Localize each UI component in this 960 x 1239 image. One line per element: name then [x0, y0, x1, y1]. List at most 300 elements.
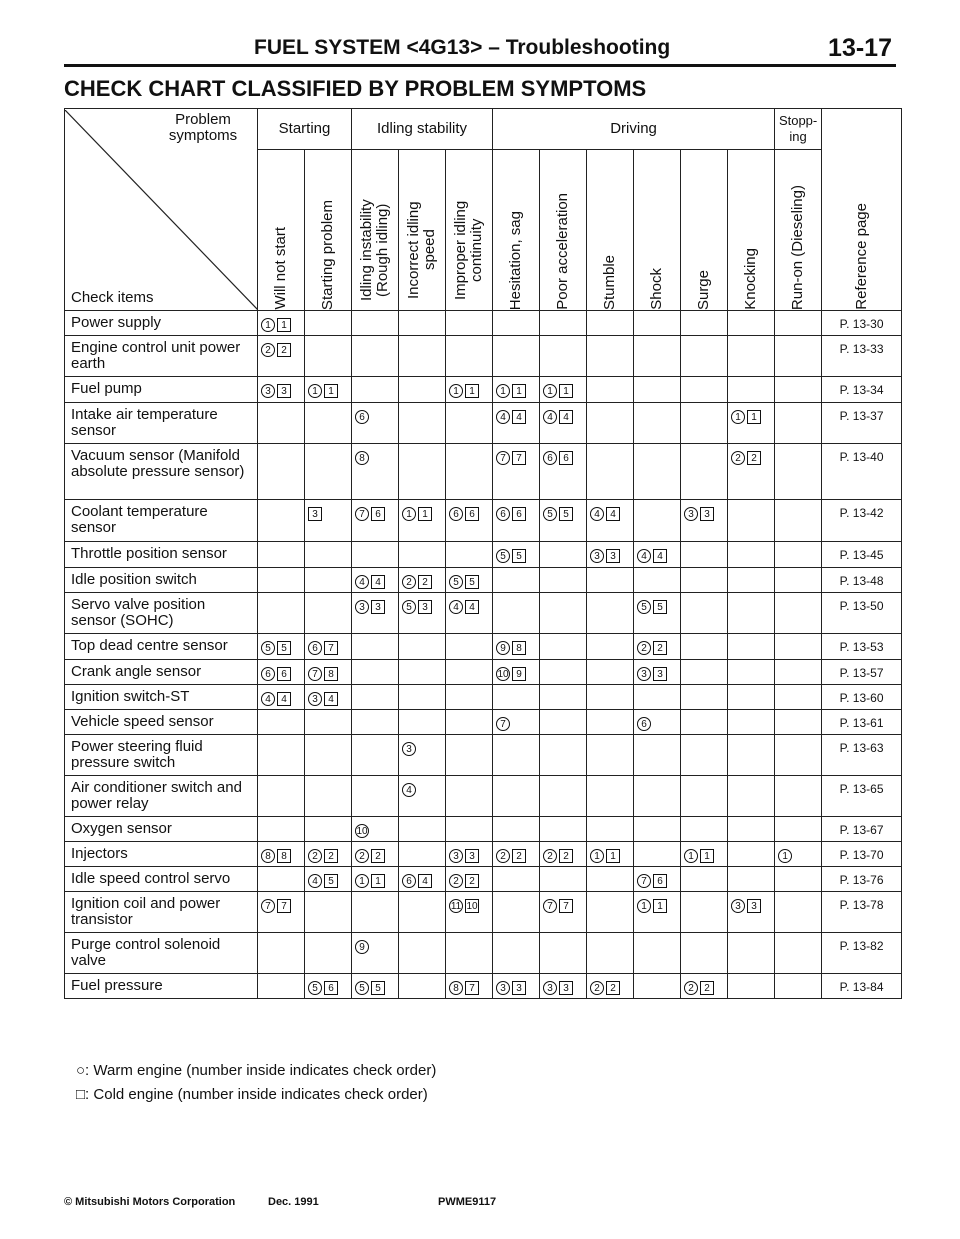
check-order-cell [305, 634, 352, 660]
check-chart-body [65, 311, 902, 999]
check-order-cell [258, 500, 305, 542]
table-row [65, 593, 902, 634]
check-order-cell [634, 500, 681, 542]
check-order-cell [681, 311, 728, 336]
group-stopping: Stopp-ing [775, 109, 822, 150]
check-order-cell [681, 842, 728, 867]
check-order-cell [352, 842, 399, 867]
table-row [65, 444, 902, 500]
symptom-starting-problem: Starting problem [305, 150, 352, 311]
reference-page: P. 13-82 [822, 933, 902, 974]
cold-engine-order: 3 [653, 667, 667, 681]
reference-page: P. 13-76 [822, 867, 902, 892]
check-order-cell [540, 892, 587, 933]
check-order-cell [446, 542, 493, 568]
legend-cold-engine: □: Cold engine (number inside indicates check order) [76, 1086, 428, 1103]
check-order-cell [305, 933, 352, 974]
check-item-label: Injectors [65, 842, 258, 867]
check-order-cell [493, 444, 540, 500]
warm-engine-order: 4 [637, 549, 651, 563]
check-order-cell [352, 336, 399, 377]
check-order-cell [399, 311, 446, 336]
warm-engine-order: 4 [543, 410, 557, 424]
warm-engine-order: 4 [449, 600, 463, 614]
cold-engine-order: 3 [559, 981, 573, 995]
cold-engine-order: 1 [418, 507, 432, 521]
check-item-label: Vehicle speed sensor [65, 710, 258, 735]
problem-symptoms-label: Problem symptoms [168, 110, 238, 144]
check-order-cell [399, 568, 446, 593]
check-order-cell [681, 336, 728, 377]
check-item-label: Fuel pressure [65, 974, 258, 999]
check-item-label: Vacuum sensor (Manifold absolute pressure sensor) [65, 444, 258, 500]
check-order-cell [352, 593, 399, 634]
check-order-cell [775, 634, 822, 660]
check-order-cell [352, 660, 399, 685]
warm-engine-order: 7 [637, 874, 651, 888]
cold-engine-order: 2 [418, 575, 432, 589]
warm-engine-order: 5 [543, 507, 557, 521]
check-item-label: Ignition switch-ST [65, 685, 258, 710]
cold-engine-order: 6 [324, 981, 338, 995]
check-order-cell [399, 776, 446, 817]
check-order-cell [587, 817, 634, 842]
reference-page: P. 13-57 [822, 660, 902, 685]
check-order-cell [352, 817, 399, 842]
cold-engine-order: 5 [465, 575, 479, 589]
check-order-cell [728, 500, 775, 542]
check-order-cell [775, 660, 822, 685]
check-order-cell [728, 685, 775, 710]
cold-engine-order: 7 [324, 641, 338, 655]
check-order-cell [305, 444, 352, 500]
check-order-cell [493, 593, 540, 634]
check-item-label: Air conditioner switch and power relay [65, 776, 258, 817]
check-order-cell [305, 842, 352, 867]
check-order-cell [775, 685, 822, 710]
check-order-cell [258, 336, 305, 377]
reference-page: P. 13-33 [822, 336, 902, 377]
check-item-label: Servo valve position sensor (SOHC) [65, 593, 258, 634]
cold-engine-order: 3 [277, 384, 291, 398]
check-order-cell [540, 568, 587, 593]
check-order-cell [540, 817, 587, 842]
cold-engine-order: 2 [465, 874, 479, 888]
check-order-cell [681, 933, 728, 974]
group-driving: Driving [493, 109, 775, 150]
check-order-cell [258, 710, 305, 735]
cold-engine-order: 7 [559, 899, 573, 913]
cold-engine-order: 1 [277, 318, 291, 332]
table-row [65, 685, 902, 710]
check-order-cell [446, 735, 493, 776]
check-order-cell [587, 892, 634, 933]
cold-engine-order: 3 [512, 981, 526, 995]
check-order-cell [587, 634, 634, 660]
group-starting: Starting [258, 109, 352, 150]
check-order-cell [681, 776, 728, 817]
check-order-cell [681, 660, 728, 685]
cold-engine-order: 1 [606, 849, 620, 863]
table-row [65, 660, 902, 685]
cold-engine-order: 4 [418, 874, 432, 888]
check-order-cell [305, 593, 352, 634]
check-order-cell [775, 933, 822, 974]
cold-engine-order: 2 [653, 641, 667, 655]
check-order-cell [493, 776, 540, 817]
check-order-cell [399, 403, 446, 444]
check-order-cell [587, 403, 634, 444]
check-order-cell [540, 377, 587, 403]
check-order-cell [681, 568, 728, 593]
warm-engine-order: 6 [543, 451, 557, 465]
page-header [64, 34, 896, 67]
check-order-cell [587, 735, 634, 776]
reference-page: P. 13-40 [822, 444, 902, 500]
check-order-cell [305, 377, 352, 403]
check-order-cell [446, 568, 493, 593]
check-order-cell [258, 842, 305, 867]
check-order-cell [634, 660, 681, 685]
check-order-cell [399, 867, 446, 892]
symptom-shock: Shock [634, 150, 681, 311]
cold-engine-order: 1 [747, 410, 761, 424]
check-order-cell [493, 933, 540, 974]
check-order-cell [540, 336, 587, 377]
warm-engine-order: 4 [402, 783, 416, 797]
check-order-cell [681, 974, 728, 999]
check-order-cell [352, 735, 399, 776]
check-order-cell [587, 685, 634, 710]
warm-engine-order: 5 [355, 981, 369, 995]
reference-page: P. 13-34 [822, 377, 902, 403]
cold-engine-order: 3 [747, 899, 761, 913]
check-order-cell [258, 311, 305, 336]
warm-engine-order: 7 [308, 667, 322, 681]
cold-engine-order: 8 [324, 667, 338, 681]
table-row [65, 933, 902, 974]
cold-engine-order: 7 [512, 451, 526, 465]
check-order-cell [446, 634, 493, 660]
check-order-cell [352, 685, 399, 710]
warm-engine-order: 5 [449, 575, 463, 589]
check-order-cell [681, 735, 728, 776]
warm-engine-order: 1 [684, 849, 698, 863]
check-order-cell [587, 710, 634, 735]
check-order-cell [305, 336, 352, 377]
reference-page: P. 13-53 [822, 634, 902, 660]
check-order-cell [681, 892, 728, 933]
check-order-cell [305, 311, 352, 336]
check-order-cell [587, 568, 634, 593]
check-order-cell [352, 377, 399, 403]
check-order-cell [587, 377, 634, 403]
table-row [65, 336, 902, 377]
table-row [65, 542, 902, 568]
check-order-cell [258, 634, 305, 660]
cold-engine-order: 6 [559, 451, 573, 465]
check-order-cell [352, 500, 399, 542]
cold-engine-order: 1 [465, 384, 479, 398]
check-order-cell [634, 634, 681, 660]
warm-engine-order: 7 [543, 899, 557, 913]
symptom-idling-instability: Idling instability (Rough idling) [352, 150, 399, 311]
check-order-cell [352, 867, 399, 892]
check-order-cell [305, 568, 352, 593]
check-order-cell [258, 735, 305, 776]
symptom-will-not-start: Will not start [258, 150, 305, 311]
symptom-run-on-dieseling: Run-on (Dieseling) [775, 150, 822, 311]
check-order-cell [775, 842, 822, 867]
warm-engine-order: 4 [261, 692, 275, 706]
cold-engine-order: 6 [465, 507, 479, 521]
check-order-cell [728, 867, 775, 892]
check-item-label: Power steering fluid pressure switch [65, 735, 258, 776]
warm-engine-order: 2 [543, 849, 557, 863]
check-order-cell [587, 867, 634, 892]
cold-engine-order: 5 [277, 641, 291, 655]
cold-engine-order: 3 [700, 507, 714, 521]
warm-engine-order: 2 [637, 641, 651, 655]
check-order-cell [258, 685, 305, 710]
check-order-cell [634, 842, 681, 867]
reference-page: P. 13-65 [822, 776, 902, 817]
check-order-cell [258, 542, 305, 568]
check-order-cell [728, 776, 775, 817]
cold-engine-order: 5 [371, 981, 385, 995]
warm-engine-order: 3 [355, 600, 369, 614]
check-order-cell [540, 660, 587, 685]
warm-engine-order: 6 [261, 667, 275, 681]
warm-engine-order: 6 [449, 507, 463, 521]
check-order-cell [446, 892, 493, 933]
table-row [65, 634, 902, 660]
check-order-cell [775, 444, 822, 500]
check-order-cell [634, 685, 681, 710]
check-order-cell [775, 867, 822, 892]
check-order-cell [305, 892, 352, 933]
footer-date: Dec. 1991 [268, 1196, 319, 1208]
cold-engine-order: 8 [277, 849, 291, 863]
check-order-cell [446, 377, 493, 403]
check-order-cell [540, 444, 587, 500]
table-row [65, 710, 902, 735]
check-order-cell [634, 377, 681, 403]
cold-engine-order: 4 [324, 692, 338, 706]
warm-engine-order: 5 [308, 981, 322, 995]
check-order-cell [399, 710, 446, 735]
check-order-cell [446, 776, 493, 817]
check-order-cell [399, 377, 446, 403]
check-order-cell [540, 685, 587, 710]
cold-engine-order: 2 [559, 849, 573, 863]
cold-engine-order: 1 [653, 899, 667, 913]
reference-page: P. 13-67 [822, 817, 902, 842]
cold-engine-order: 5 [324, 874, 338, 888]
table-row [65, 403, 902, 444]
warm-engine-order: 1 [449, 384, 463, 398]
footer-code: PWME9117 [438, 1196, 497, 1208]
warm-engine-order: 2 [308, 849, 322, 863]
check-order-cell [399, 685, 446, 710]
check-order-cell [352, 892, 399, 933]
check-order-cell [728, 336, 775, 377]
check-order-cell [728, 974, 775, 999]
cold-engine-order: 2 [747, 451, 761, 465]
check-order-cell [399, 892, 446, 933]
check-order-cell [540, 403, 587, 444]
warm-engine-order: 2 [355, 849, 369, 863]
check-order-cell [728, 634, 775, 660]
check-item-label: Purge control solenoid valve [65, 933, 258, 974]
check-order-cell [634, 710, 681, 735]
check-order-cell [540, 634, 587, 660]
check-order-cell [446, 593, 493, 634]
warm-engine-order: 2 [449, 874, 463, 888]
check-order-cell [258, 892, 305, 933]
warm-engine-order: 4 [590, 507, 604, 521]
check-order-cell [258, 403, 305, 444]
check-order-cell [540, 735, 587, 776]
symptom-hesitation-sag: Hesitation, sag [493, 150, 540, 311]
check-order-cell [258, 867, 305, 892]
check-order-cell [728, 710, 775, 735]
check-order-cell [634, 776, 681, 817]
check-order-cell [305, 776, 352, 817]
check-order-cell [540, 311, 587, 336]
cold-engine-order: 3 [606, 549, 620, 563]
table-row [65, 500, 902, 542]
reference-page: P. 13-50 [822, 593, 902, 634]
table-row [65, 735, 902, 776]
check-order-cell [399, 336, 446, 377]
warm-engine-order: 10 [497, 668, 509, 680]
check-order-cell [446, 817, 493, 842]
check-item-label: Coolant temperature sensor [65, 500, 258, 542]
cold-engine-order: 3 [308, 507, 322, 521]
check-order-cell [587, 593, 634, 634]
reference-page: P. 13-30 [822, 311, 902, 336]
cold-engine-order: 6 [512, 507, 526, 521]
check-order-cell [728, 568, 775, 593]
check-order-cell [305, 500, 352, 542]
check-order-cell [775, 500, 822, 542]
check-order-cell [493, 660, 540, 685]
check-order-cell [493, 710, 540, 735]
check-order-cell [540, 867, 587, 892]
warm-engine-order: 3 [543, 981, 557, 995]
check-order-cell [352, 444, 399, 500]
check-order-cell [305, 403, 352, 444]
check-order-cell [775, 776, 822, 817]
cold-engine-order: 9 [512, 667, 526, 681]
check-order-cell [446, 444, 493, 500]
check-order-cell [305, 867, 352, 892]
cold-engine-order: 4 [371, 575, 385, 589]
check-order-cell [634, 593, 681, 634]
check-order-cell [634, 568, 681, 593]
check-order-cell [775, 593, 822, 634]
check-order-cell [775, 336, 822, 377]
reference-page: P. 13-61 [822, 710, 902, 735]
check-order-cell [681, 500, 728, 542]
reference-page: P. 13-70 [822, 842, 902, 867]
check-order-cell [446, 685, 493, 710]
check-order-cell [258, 933, 305, 974]
check-order-cell [634, 867, 681, 892]
reference-page: P. 13-84 [822, 974, 902, 999]
table-row [65, 311, 902, 336]
check-order-cell [540, 842, 587, 867]
check-order-cell [399, 933, 446, 974]
check-order-cell [352, 776, 399, 817]
check-order-cell [352, 403, 399, 444]
check-order-cell [775, 403, 822, 444]
check-order-cell [446, 974, 493, 999]
check-order-cell [493, 817, 540, 842]
check-order-cell [258, 568, 305, 593]
check-order-cell [258, 444, 305, 500]
warm-engine-order: 8 [355, 451, 369, 465]
warm-engine-order: 4 [355, 575, 369, 589]
warm-engine-order: 3 [637, 667, 651, 681]
warm-engine-order: 6 [402, 874, 416, 888]
warm-engine-order: 2 [590, 981, 604, 995]
check-item-label: Crank angle sensor [65, 660, 258, 685]
check-order-cell [493, 377, 540, 403]
table-row [65, 892, 902, 933]
cold-engine-order: 3 [371, 600, 385, 614]
cold-engine-order: 5 [653, 600, 667, 614]
check-order-cell [399, 735, 446, 776]
check-order-cell [399, 500, 446, 542]
check-order-cell [775, 735, 822, 776]
cold-engine-order: 2 [277, 343, 291, 357]
table-row [65, 776, 902, 817]
check-item-label: Fuel pump [65, 377, 258, 403]
cold-engine-order: 1 [559, 384, 573, 398]
check-order-cell [399, 817, 446, 842]
check-order-cell [446, 500, 493, 542]
table-row [65, 377, 902, 403]
check-order-cell [446, 336, 493, 377]
cold-engine-order: 4 [277, 692, 291, 706]
check-order-cell [258, 377, 305, 403]
check-order-cell [540, 776, 587, 817]
check-order-cell [493, 500, 540, 542]
reference-page: P. 13-63 [822, 735, 902, 776]
table-row [65, 974, 902, 999]
check-order-cell [352, 710, 399, 735]
cold-engine-order: 2 [700, 981, 714, 995]
cold-engine-order: 4 [606, 507, 620, 521]
check-order-cell [775, 377, 822, 403]
check-order-cell [493, 403, 540, 444]
check-chart [64, 108, 902, 999]
check-order-cell [728, 444, 775, 500]
check-order-cell [587, 660, 634, 685]
check-item-label: Oxygen sensor [65, 817, 258, 842]
check-order-cell [493, 892, 540, 933]
check-order-cell [540, 500, 587, 542]
reference-page: P. 13-78 [822, 892, 902, 933]
check-item-label: Intake air temperature sensor [65, 403, 258, 444]
page-number: 13-17 [828, 34, 892, 62]
check-order-cell [540, 593, 587, 634]
check-order-cell [728, 593, 775, 634]
cold-engine-order: 3 [465, 849, 479, 863]
cold-engine-order: 6 [653, 874, 667, 888]
